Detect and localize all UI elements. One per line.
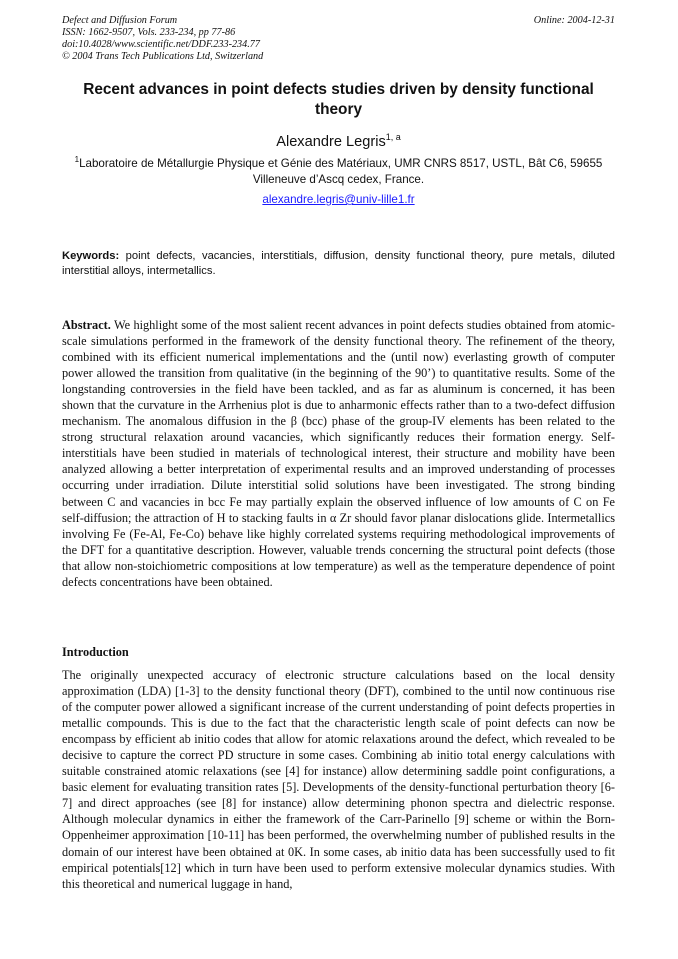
keywords-text: point defects, vacancies, interstitials, diffusion, density functional theory, pure metals, diluted interstitial alloys, intermetallics. bbox=[62, 250, 615, 277]
keywords bbox=[62, 249, 615, 279]
email-line bbox=[62, 192, 615, 208]
introduction-heading: Introduction bbox=[62, 645, 129, 659]
abstract-label: Abstract. bbox=[62, 318, 111, 332]
author-line bbox=[62, 133, 615, 151]
affiliation-superscript: 1 bbox=[74, 155, 80, 164]
introduction-body bbox=[62, 667, 615, 892]
author-superscript: 1, a bbox=[385, 132, 401, 142]
copyright-line: © 2004 Trans Tech Publications Ltd, Switzerland bbox=[62, 51, 264, 62]
affiliation bbox=[62, 156, 615, 188]
author-name: Alexandre Legris bbox=[276, 134, 386, 150]
page-header bbox=[62, 15, 615, 63]
journal-name: Defect and Diffusion Forum bbox=[62, 15, 178, 26]
abstract-text: We highlight some of the most salient recent advances in point defects studies obtained from atomic-scale simulations performed in the framework of the density functional theory. The refinement of the theory, combined with its efficient numerical implementations and the (until now) everlasting growth of computer power allowed the transition from qualitative (in the beginning of the 90’) to quantitative results. Some of the longstanding controversies in the field have been tackled, and as far as aluminum is concerned, it has been shown that the curvature in the Arrhenius plot is due to anharmonic effects rather than to a two-defect diffusion mechanism. The anomalous diffusion in the β (bcc) phase of the group-IV elements has been related to the strong structural relaxation around vacancies, which significantly reduces their formation energy. Self-interstitials have been studied in materials of technological interest, their structure and mobility have been analyzed allowing a better interpretation of experimental results and an improved understanding of processes occurring under irradiation. Dilute interstitial solid solutions have been investigated. The strong binding between C and vacancies in bcc Fe may partially explain the observed influence of low amounts of C on Fe self-diffusion; the attraction of H to stacking faults in α Zr should favor planar dislocations glide. Intermetallics involving Fe (Fe-Al, Fe-Co) behave like highly correlated systems requiring methodological improvements of the DFT for a quantitative description. However, valuable trends concerning the structural point defects (those that allow non-stoichiometric compositions at low temperature) as well as the temperature dependence of point defects concentrations have been obtained. bbox=[62, 318, 615, 589]
paper-title: Recent advances in point defects studies driven by density functional theory bbox=[83, 81, 594, 118]
introduction-text: The originally unexpected accuracy of electronic structure calculations based on the local density approximation (LDA) [1-3] to the density functional theory (DFT), combined to the until now continuous rise of the computer power allowed a significant increase of the current understanding of point defects properties in metallic compounds. This is due to the fact that the characteristic length scale of point defects can now be encompass by efficient ab initio codes that allow for atomic relaxations around the defect, which revealed to be decisive to capture the correct PD structure in some cases. Combining ab initio total energy calculations with suitable constrained atomic relaxations (see [4] for instance) allow determining saddle point configurations, a basic element for evaluating transition rates [5]. Developments of the density-functional perturbation theory [6-7] and direct approaches (see [8] for instance) allow determining phonon spectra and dielectric response. Although molecular dynamics in either the framework of the Carr-Parinello [9] scheme or within the Born-Oppenheimer approximation [10-11] has been performed, the overwhelming number of published results in the domain of our interest have been obtained at 0K. In some cases, ab initio data has been successfully used to fit empirical potentials[12] which in turn have been used to perform extensive molecular dynamics studies. With this theoretical and numerical luggage in hand, bbox=[62, 668, 615, 891]
doi-line: doi:10.4028/www.scientific.net/DDF.233-234.77 bbox=[62, 39, 260, 50]
affiliation-text: Laboratoire de Métallurgie Physique et Génie des Matériaux, UMR CNRS 8517, USTL, Bât C6, 59655 Villeneuve d’Ascq cedex, France. bbox=[79, 157, 603, 186]
abstract bbox=[62, 317, 615, 590]
issn-line: ISSN: 1662-9507, Vols. 233-234, pp 77-86 bbox=[62, 27, 236, 38]
journal-info bbox=[62, 15, 615, 63]
email-link[interactable]: alexandre.legris@univ-lille1.fr bbox=[262, 193, 415, 206]
online-date: Online: 2004-12-31 bbox=[533, 15, 615, 26]
keywords-label: Keywords: bbox=[62, 250, 120, 262]
